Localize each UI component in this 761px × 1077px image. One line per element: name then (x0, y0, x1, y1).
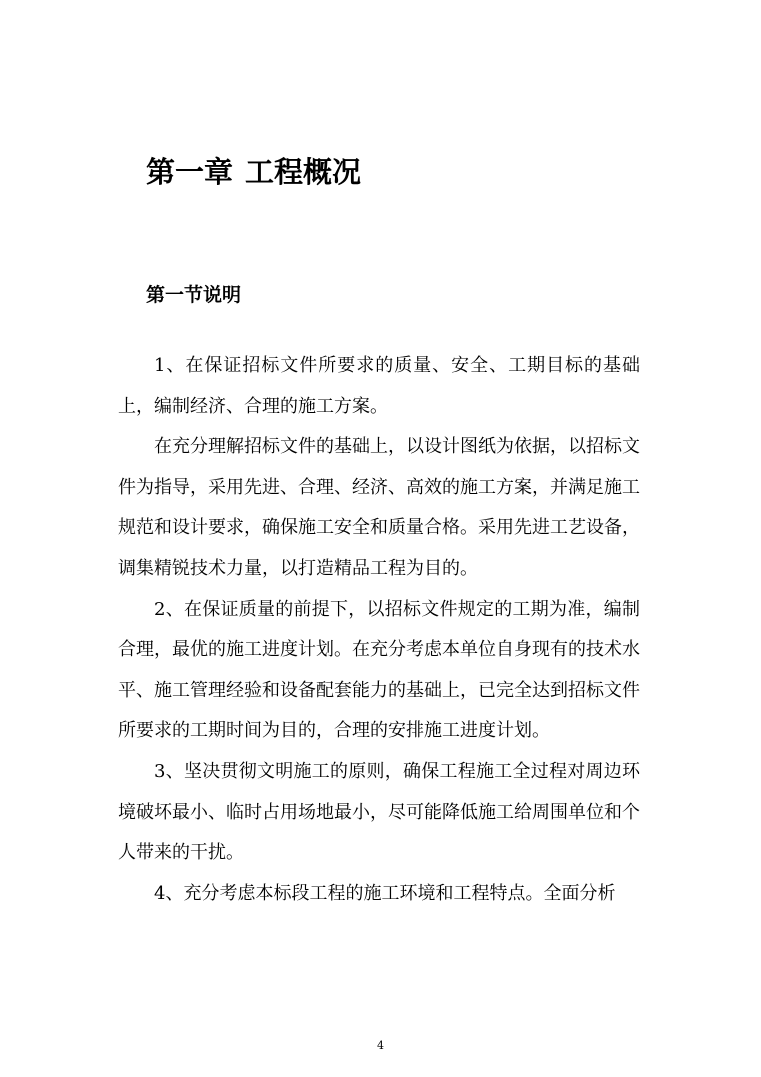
paragraph-2: 在充分理解招标文件的基础上，以设计图纸为依据，以招标文件为指导，采用先进、合理、经济、高效的施工方案，并满足施工规范和设计要求，确保施工安全和质量合格。采用先进工艺设备，调集精锐技术力量，以打造精品工程为目的。 (118, 436, 640, 579)
paragraph-4: 3、坚决贯彻文明施工的原则，确保工程施工全过程对周边环境破坏最小、临时占用场地最小，尽可能降低施工给周围单位和个人带来的干扰。 (118, 760, 640, 864)
chapter-name: 工程概况 (245, 155, 362, 189)
section-title: 第一节说明 (146, 284, 242, 306)
paragraph-3: 2、在保证质量的前提下，以招标文件规定的工期为准，编制合理，最优的施工进度计划。在充分考虑本单位自身现有的技术水平、施工管理经验和设备配套能力的基础上，已完全达到招标文件所要求的工期时间为目的，合理的安排施工进度计划。 (118, 598, 640, 742)
paragraph-5: 4、充分考虑本标段工程的施工环境和工程特点。全面分析 (154, 882, 616, 904)
body-text (118, 346, 640, 914)
page-number: 4 (377, 1039, 384, 1052)
chapter-number: 第一章 (146, 155, 234, 189)
paragraph-1: 1、在保证招标文件所要求的质量、安全、工期目标的基础上，编制经济、合理的施工方案。 (118, 355, 640, 417)
chapter-title (146, 150, 361, 194)
